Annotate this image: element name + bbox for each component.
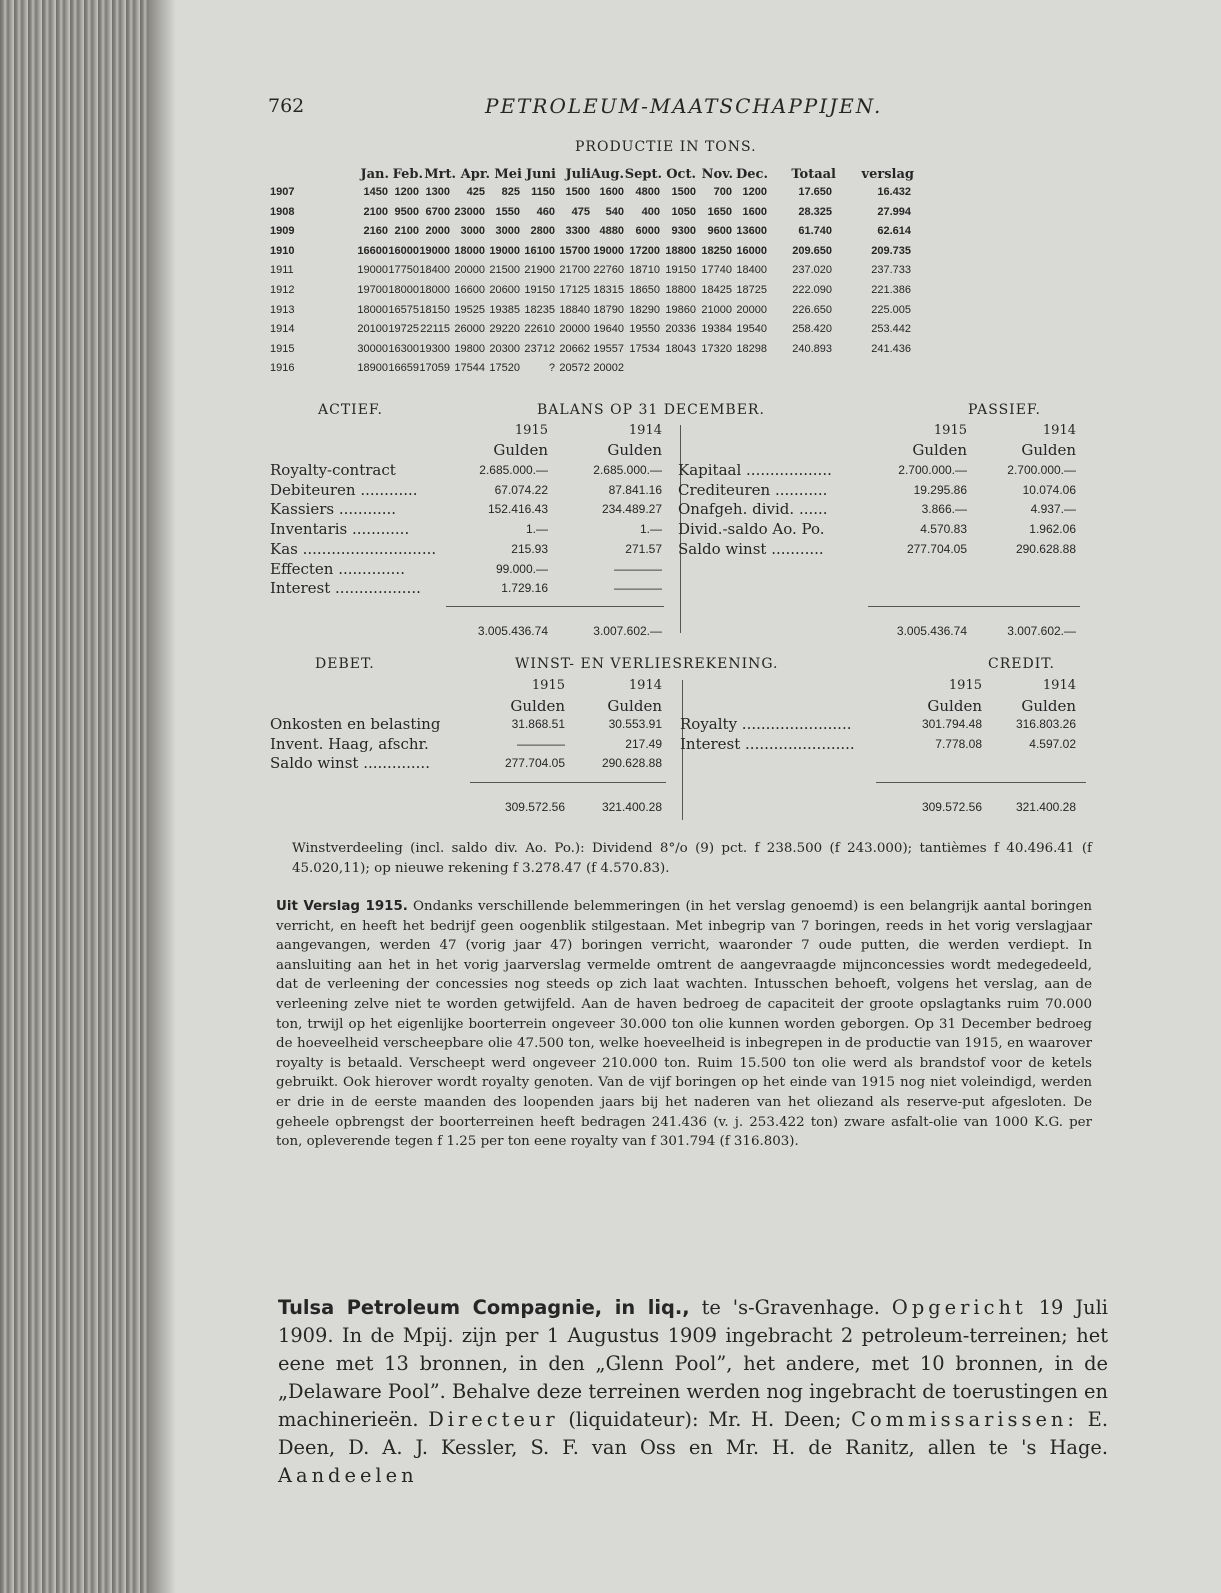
debit-value-1915: ———— (517, 736, 565, 751)
tulsa-text-3: (liquidateur): Mr. H. Deen; (558, 1408, 852, 1431)
production-year: 1910 (270, 244, 295, 257)
production-cell: 1650 (707, 205, 732, 218)
production-cell: 16100 (524, 244, 555, 257)
credit-label: Royalty ....................... (680, 715, 852, 733)
production-cell: 20000 (736, 303, 767, 316)
production-cell: 18000 (419, 284, 450, 296)
production-cell: 61.740 (798, 225, 832, 238)
debit-label: Saldo winst .............. (270, 754, 430, 772)
production-cell: 17.650 (798, 186, 832, 198)
production-cell: 19557 (593, 342, 624, 355)
liability-value-1915: 3.866.— (921, 502, 967, 517)
production-cell: 225.005 (871, 303, 911, 316)
asset-label: Debiteuren ............ (270, 480, 418, 499)
liability-value-1914: 4.937.— (1030, 502, 1076, 517)
liability-label: Onafgeh. divid. ...... (678, 500, 828, 519)
production-cell: 28.325 (798, 205, 832, 218)
balans-unit-a: Gulden (493, 441, 548, 459)
tulsa-text-2: 19 Juli 1909. In de Mpij. zijn per 1 Augustus 1909 ingebracht 2 petroleum-terreinen; het eene met 13 bronnen, in den „Glenn Pool”, het andere, met 10 bronnen, in de „Delaware Pool”. Behalve deze terreinen werden nog ingebracht de toerustingen en machinerieën. (278, 1296, 1108, 1431)
production-column-header: Aug. (590, 167, 624, 182)
liability-value-1915: 277.704.05 (906, 541, 967, 556)
asset-label: Inventaris ............ (270, 520, 410, 539)
production-cell: 19000 (419, 244, 450, 257)
credit-label: Interest ....................... (680, 734, 855, 753)
production-cell: 16300 (388, 342, 419, 355)
production-column-header: verslag (861, 167, 914, 182)
production-cell: 20100 (357, 323, 388, 336)
production-cell: 19384 (701, 323, 732, 336)
production-cell: 18250 (701, 244, 732, 257)
production-cell: 1550 (495, 205, 520, 218)
winstverdeeling-text: Winstverdeeling (incl. saldo div. Ao. Po.): Dividend 8°/o (9) pct. f 238.500 (f 243.000); tantièmes f 40.496.41 (f 45.020,11); op nieuwe rekening f 3.278.47 (f 4.570.83). (292, 841, 1092, 876)
production-cell: 19000 (489, 244, 520, 257)
production-cell: 17544 (454, 362, 485, 375)
production-cell: 19540 (736, 323, 767, 336)
asset-value-1914: ———— (614, 561, 662, 576)
production-column-header: Sept. (624, 167, 662, 182)
production-cell: 17200 (629, 244, 660, 257)
production-cell: 20336 (665, 323, 696, 336)
winst-unit-b: Gulden (607, 697, 662, 715)
tulsa-keyword-directeur: Directeur (428, 1408, 559, 1431)
production-cell: 18043 (665, 342, 696, 355)
actief-heading: ACTIEF. (318, 402, 383, 418)
production-column-header: Oct. (666, 167, 696, 182)
production-cell: 20300 (489, 342, 520, 355)
production-cell: 27.994 (877, 205, 911, 218)
production-cell: 16575 (388, 303, 419, 316)
production-column-header: Jan. (360, 167, 389, 182)
asset-value-1915: 215.93 (511, 541, 548, 556)
production-cell: 19150 (524, 284, 555, 296)
production-cell: 22115 (420, 323, 450, 336)
production-cell: 19550 (629, 323, 660, 336)
production-cell: 18400 (736, 264, 767, 277)
debit-total-1915: 309.572.56 (504, 800, 565, 814)
asset-value-1915: 1.— (525, 522, 548, 537)
production-cell: 17520 (489, 362, 520, 375)
production-cell: 15700 (559, 244, 590, 257)
production-cell: 475 (571, 205, 590, 218)
production-year: 1913 (270, 303, 295, 316)
production-cell: 241.436 (871, 342, 911, 355)
liability-value-1914: 10.074.06 (1022, 482, 1076, 497)
production-cell: 19300 (419, 342, 450, 355)
production-column-header: Mrt. (424, 167, 456, 182)
production-cell: 3000 (495, 225, 520, 238)
tulsa-keyword-commissarissen: Commissarissen: (851, 1408, 1078, 1431)
production-cell: 6700 (425, 205, 450, 218)
production-caption: PRODUCTIE IN TONS. (575, 139, 757, 155)
credit-value-1914: 316.803.26 (1015, 717, 1076, 731)
liability-label: Kapitaal .................. (678, 461, 832, 479)
production-cell: 9500 (394, 205, 419, 218)
verslag-paragraph (276, 897, 1092, 1152)
production-cell: 460 (536, 205, 555, 218)
production-column-header: Apr. (460, 167, 490, 182)
production-cell: 2000 (425, 225, 450, 238)
production-cell: 18790 (593, 303, 624, 316)
production-cell: 23000 (454, 205, 485, 218)
asset-value-1914: 2.685.000.— (593, 463, 662, 477)
debit-value-1915: 31.868.51 (511, 717, 565, 731)
production-cell: 20600 (489, 284, 520, 296)
production-cell: 17059 (419, 362, 450, 375)
liability-label: Divid.-saldo Ao. Po. (678, 520, 825, 539)
production-cell: 16000 (388, 244, 419, 257)
production-cell: 19800 (454, 342, 485, 355)
production-cell: 26000 (454, 323, 485, 336)
asset-value-1915: 99.000.— (495, 561, 548, 576)
production-year: 1907 (270, 186, 295, 198)
production-cell: 18290 (629, 303, 660, 316)
production-cell: ? (548, 362, 555, 375)
production-cell: 9300 (671, 225, 696, 238)
production-cell: 20002 (593, 362, 624, 375)
production-cell: 16600 (357, 244, 388, 257)
production-cell: 3300 (565, 225, 590, 238)
tulsa-keyword-aandeelen: Aandeelen (278, 1464, 418, 1487)
liabilities-total-1915: 3.005.436.74 (896, 624, 967, 638)
production-cell: 1150 (531, 186, 555, 198)
production-column-header: Dec. (736, 167, 768, 182)
passief-heading: PASSIEF. (968, 402, 1041, 418)
production-cell: 1600 (599, 186, 624, 198)
production-cell: 17750 (388, 264, 419, 277)
production-cell: 3000 (460, 225, 485, 238)
verslag-lead: Uit Verslag 1915. (276, 899, 408, 914)
production-cell: 221.386 (871, 284, 911, 296)
assets-total-rule (446, 606, 664, 607)
production-cell: 20000 (454, 264, 485, 277)
production-cell: 1450 (363, 186, 388, 198)
production-cell: 16600 (454, 284, 485, 296)
production-year: 1911 (270, 264, 294, 277)
liabilities-total-1914: 3.007.602.— (1007, 624, 1076, 638)
debit-total-1914: 321.400.28 (601, 800, 662, 814)
production-cell: 21700 (559, 264, 590, 277)
balans-unit-a: Gulden (912, 441, 967, 459)
asset-value-1914: 271.57 (625, 541, 662, 556)
balans-unit-b: Gulden (1021, 441, 1076, 459)
winst-unit-a: Gulden (510, 697, 565, 715)
credit-heading: CREDIT. (988, 656, 1055, 672)
page-number: 762 (268, 95, 305, 117)
asset-value-1915: 152.416.43 (487, 502, 548, 517)
assets-total-1914: 3.007.602.— (593, 624, 662, 638)
debit-value-1914: 290.628.88 (601, 756, 662, 770)
production-cell: 22760 (593, 264, 624, 277)
asset-value-1915: 1.729.16 (501, 581, 548, 596)
production-column-header: Juli (565, 167, 591, 182)
production-cell: 540 (605, 205, 624, 218)
production-year: 1915 (270, 342, 295, 355)
production-year: 1916 (270, 362, 295, 375)
production-cell: 16659 (388, 362, 419, 375)
liability-value-1915: 4.570.83 (920, 522, 967, 537)
production-column-header: Feb. (392, 167, 423, 182)
credit-value-1915: 301.794.48 (921, 717, 982, 731)
production-cell: 1200 (742, 186, 767, 198)
production-cell: 16000 (736, 244, 767, 257)
production-cell: 19000 (357, 264, 388, 277)
production-cell: 18710 (629, 264, 660, 277)
production-year: 1908 (270, 205, 295, 218)
production-cell: 237.020 (792, 264, 832, 277)
production-cell: 17740 (701, 264, 732, 277)
liability-value-1915: 19.295.86 (913, 482, 967, 497)
liability-value-1914: 1.962.06 (1029, 522, 1076, 537)
production-cell: 18000 (388, 284, 419, 296)
production-cell: 18000 (454, 244, 485, 257)
production-cell: 2100 (363, 205, 388, 218)
production-cell: 209.735 (871, 244, 911, 257)
asset-value-1914: 234.489.27 (601, 502, 662, 517)
balans-unit-b: Gulden (607, 441, 662, 459)
production-cell: 258.420 (792, 323, 832, 336)
production-cell: 1050 (671, 205, 696, 218)
credit-total-1914: 321.400.28 (1015, 800, 1076, 814)
credit-value-1914: 4.597.02 (1029, 736, 1076, 751)
production-cell: 2800 (530, 225, 555, 238)
asset-label: Kassiers ............ (270, 500, 397, 519)
liabilities-total-rule (868, 606, 1080, 607)
production-cell: 19640 (593, 323, 624, 336)
production-cell: 4800 (635, 186, 660, 198)
production-cell: 1300 (425, 186, 450, 198)
production-cell: 2100 (394, 225, 419, 238)
production-cell: 222.090 (792, 284, 832, 296)
production-cell: 700 (713, 186, 732, 198)
production-cell: 21000 (701, 303, 732, 316)
production-cell: 19000 (593, 244, 624, 257)
production-cell: 19150 (665, 264, 696, 277)
debit-label: Invent. Haag, afschr. (270, 734, 429, 753)
production-cell: 425 (466, 186, 485, 198)
winst-year-a: 1915 (948, 678, 982, 693)
debit-value-1914: 217.49 (625, 736, 662, 751)
tulsa-lead: Tulsa Petroleum Compagnie, in liq., (278, 1296, 690, 1319)
winst-year-a: 1915 (531, 678, 565, 693)
production-cell: 18400 (419, 264, 450, 277)
production-column-header: Totaal (791, 167, 836, 182)
production-cell: 6000 (635, 225, 660, 238)
production-cell: 1500 (671, 186, 696, 198)
production-cell: 19385 (489, 303, 520, 316)
production-cell: 21900 (524, 264, 555, 277)
debit-value-1915: 277.704.05 (504, 756, 565, 770)
winst-year-b: 1914 (628, 678, 662, 693)
production-cell: 19725 (388, 323, 419, 336)
production-cell: 1200 (394, 186, 419, 198)
production-cell: 23712 (524, 342, 555, 355)
balans-year-b: 1914 (628, 423, 662, 438)
production-cell: 30000 (357, 342, 388, 355)
production-cell: 4880 (599, 225, 624, 238)
debit-total-rule (470, 782, 666, 783)
asset-value-1914: 87.841.16 (608, 482, 662, 497)
asset-value-1915: 2.685.000.— (479, 463, 548, 477)
production-cell: 240.893 (792, 342, 832, 355)
production-cell: 22610 (524, 323, 555, 336)
credit-total-rule (876, 782, 1086, 783)
production-cell: 18900 (357, 362, 388, 375)
production-cell: 209.650 (792, 244, 832, 257)
assets-total-1915: 3.005.436.74 (477, 624, 548, 638)
production-cell: 2160 (363, 225, 388, 238)
production-cell: 18650 (629, 284, 660, 296)
asset-value-1914: ———— (614, 581, 662, 596)
production-cell: 19700 (357, 284, 388, 296)
production-cell: 13600 (736, 225, 767, 238)
balans-title: BALANS OP 31 DECEMBER. (537, 402, 765, 418)
production-cell: 18840 (559, 303, 590, 316)
tulsa-text-4: E. Deen, D. A. J. Kessler, S. F. van Oss en Mr. H. de Ranitz, allen te 's Hage. (278, 1408, 1109, 1459)
winst-unit-a: Gulden (927, 697, 982, 715)
asset-label: Royalty-contract (270, 461, 396, 479)
liability-label: Saldo winst ........... (678, 539, 824, 558)
asset-label: Kas ............................ (270, 539, 437, 558)
production-cell: 18800 (665, 244, 696, 257)
production-cell: 20572 (559, 362, 590, 375)
asset-label: Effecten .............. (270, 559, 405, 578)
production-cell: 18425 (701, 284, 732, 296)
production-cell: 825 (501, 186, 520, 198)
production-column-header: Juni (526, 167, 556, 182)
production-cell: 19525 (454, 303, 485, 316)
production-cell: 18150 (419, 303, 450, 316)
production-year: 1914 (270, 323, 295, 336)
production-cell: 9600 (707, 225, 732, 238)
balans-year-a: 1915 (514, 423, 548, 438)
tulsa-paragraph (278, 1294, 1108, 1490)
production-cell: 18298 (736, 342, 767, 355)
debit-value-1914: 30.553.91 (608, 717, 662, 731)
production-cell: 237.733 (871, 264, 911, 277)
debit-label: Onkosten en belasting (270, 715, 441, 733)
liability-value-1914: 290.628.88 (1015, 541, 1076, 556)
balans-year-b: 1914 (1042, 423, 1076, 438)
liability-label: Crediteuren ........... (678, 480, 828, 499)
production-cell: 253.442 (871, 323, 911, 336)
asset-label: Interest .................. (270, 579, 421, 598)
production-column-header: Nov. (701, 167, 733, 182)
production-cell: 20000 (559, 323, 590, 336)
winst-title: WINST- EN VERLIESREKENING. (515, 656, 779, 672)
production-cell: 17320 (701, 342, 732, 355)
production-cell: 1600 (742, 205, 767, 218)
asset-value-1915: 67.074.22 (494, 482, 548, 497)
production-column-header: Mei (494, 167, 522, 182)
production-cell: 19860 (665, 303, 696, 316)
balans-year-a: 1915 (933, 423, 967, 438)
production-cell: 62.614 (877, 225, 911, 238)
production-cell: 18000 (357, 303, 388, 316)
production-cell: 17125 (559, 284, 590, 296)
page-title: PETROLEUM-MAATSCHAPPIJEN. (485, 94, 883, 118)
production-cell: 18800 (665, 284, 696, 296)
winst-year-b: 1914 (1042, 678, 1076, 693)
production-cell: 1500 (565, 186, 590, 198)
production-year: 1912 (270, 284, 295, 296)
production-cell: 21500 (489, 264, 520, 277)
credit-value-1915: 7.778.08 (935, 736, 982, 751)
tulsa-text-1: te 's-Gravenhage. (689, 1296, 892, 1319)
production-cell: 18315 (593, 284, 624, 296)
production-cell: 400 (641, 205, 660, 218)
verslag-text: Ondanks verschillende belemmeringen (in het verslag genoemd) is een belangrijk aantal boringen verricht, en heeft het bedrijf geen oogenblik stilgestaan. Met inbegrip van 7 boringen, reeds in het vorig verslagjaar aangevangen, werden 47 (vorig jaar 47) boringen verricht, waaronder 7 oude putten, die werden verdiept. In aansluiting aan het in het vorig jaarverslag vermelde omtrent de aangevraagde mijnconcessies wordt medegedeeld, dat de verleening der concessies nog steeds op zich laat wachten. Intusschen behoeft, volgens het verslag, aan de verleening zelve niet te worden getwijfeld. Aan de haven bedroeg de capaciteit der groote opslagtanks ruim 70.000 ton, trwijl op het eigenlijke boorterrein ongeveer 30.000 ton olie kunnen worden geborgen. Op 31 December bedroeg de hoeveelheid verscheepbare olie 47.500 ton, welke hoeveelheid is inbegrepen in de productie van 1915, en waarover royalty is betaald. Verscheept werd ongeveer 210.000 ton. Ruim 15.500 ton olie werd als brandstof voor de ketels gebruikt. Ook hierover wordt royalty genoten. Van de vijf boringen op het einde van 1915 nog niet voleindigd, werden er drie in de eerste maanden des loopenden jaars bij het naderen van het oliezand als reserve-put afgesloten. De geheele opbrengst der boorterreinen heeft bedragen 241.436 (v. j. 253.422 ton) zware asfalt-olie van 1000 K.G. per ton, opleverende tegen f 1.25 per ton eene royalty van f 301.794 (f 316.803). (276, 899, 1092, 1150)
production-year: 1909 (270, 225, 295, 238)
credit-total-1915: 309.572.56 (921, 800, 982, 814)
liability-value-1914: 2.700.000.— (1007, 463, 1076, 477)
liability-value-1915: 2.700.000.— (898, 463, 967, 477)
production-cell: 226.650 (792, 303, 832, 316)
production-cell: 17534 (629, 342, 660, 355)
winst-unit-b: Gulden (1021, 697, 1076, 715)
production-cell: 18235 (524, 303, 555, 316)
debet-heading: DEBET. (315, 656, 375, 672)
production-cell: 20662 (559, 342, 590, 355)
tulsa-keyword-opgericht: Opgericht (891, 1296, 1027, 1319)
production-cell: 16.432 (877, 186, 911, 198)
production-cell: 29220 (489, 323, 520, 336)
asset-value-1914: 1.— (639, 522, 662, 537)
production-cell: 18725 (736, 284, 767, 296)
